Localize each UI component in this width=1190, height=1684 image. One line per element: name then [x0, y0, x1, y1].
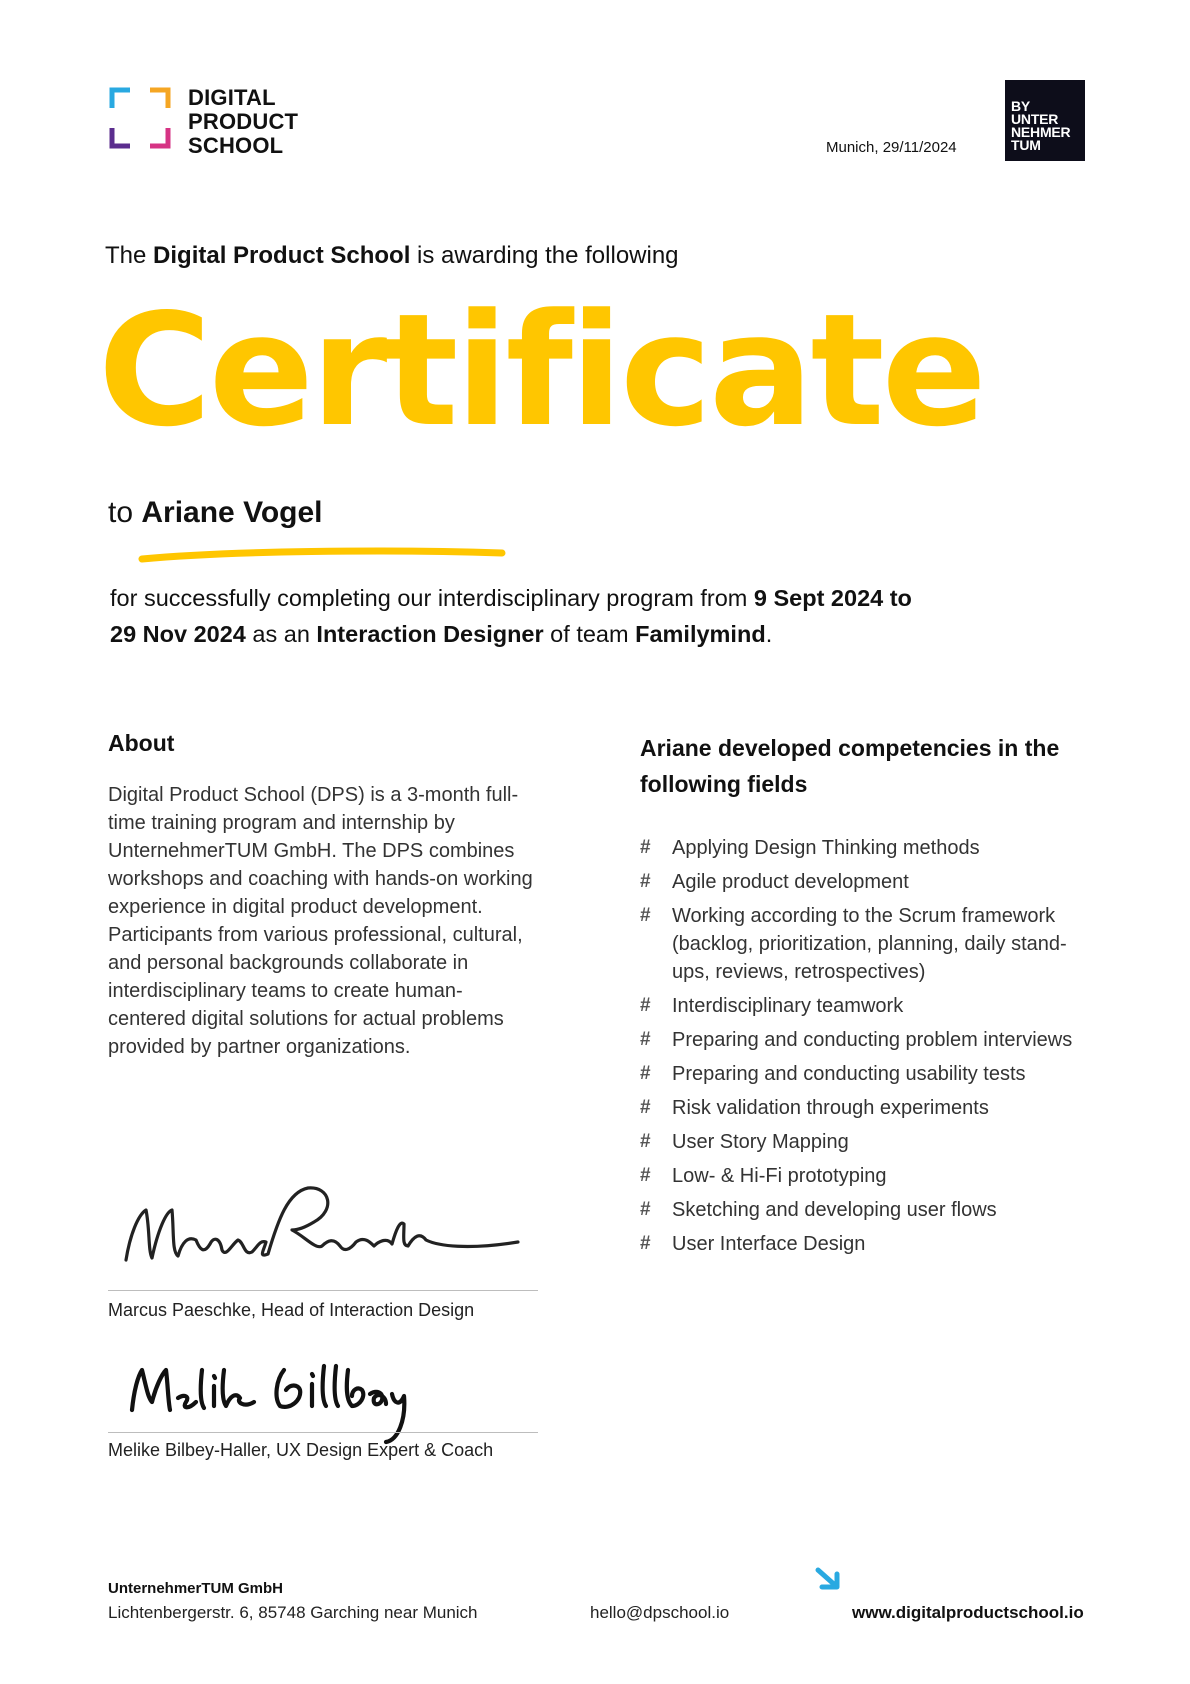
hash-icon: # [640, 871, 651, 892]
recipient-name: Ariane Vogel [141, 496, 323, 529]
footer-company: UnternehmerTUM GmbH [108, 1580, 284, 1597]
hash-icon: # [640, 1029, 651, 1050]
competency-item: # Sketching and developing user flows [640, 1196, 1100, 1224]
competency-item: # Preparing and conducting usability tests [640, 1060, 1100, 1088]
competency-item: # Working according to the Scrum framework (backlog, prioritization, planning, daily stand-ups, reviews, retrospectives) [640, 902, 1100, 986]
hash-icon: # [640, 1097, 651, 1118]
hash-icon: # [640, 1199, 651, 1220]
program-text: of team [543, 621, 636, 647]
logo-line: PRODUCT [188, 109, 299, 134]
program-text: as an [245, 621, 317, 647]
logo-line: DIGITAL [188, 85, 276, 110]
signature-block-2 [108, 1340, 538, 1460]
badge-line: BY [1011, 98, 1031, 114]
unternehmertum-badge [1005, 80, 1085, 161]
hash-icon: # [640, 1063, 651, 1084]
certificate-headline: Certificate [98, 280, 984, 461]
hash-icon: # [640, 1233, 651, 1254]
program-text: . [765, 621, 773, 647]
footer-website[interactable]: www.digitalproductschool.io [852, 1603, 1084, 1622]
competency-item: # Applying Design Thinking methods [640, 834, 1100, 862]
recipient-prefix: to [108, 496, 142, 529]
badge-line: UNTER [1011, 111, 1059, 127]
badge-line: NEHMER [1011, 124, 1071, 140]
arrow-down-right-icon [812, 1564, 846, 1594]
competencies-title: Ariane developed competencies in the following fields [640, 735, 1060, 797]
hash-icon: # [640, 837, 651, 858]
about-title: About [108, 730, 175, 756]
program-start: 9 Sept 2024 to [753, 585, 912, 611]
hash-icon: # [640, 995, 651, 1016]
competency-item: # Low- & Hi-Fi prototyping [640, 1162, 1100, 1190]
intro-prefix: The [105, 242, 154, 269]
footer-address: Lichtenbergerstr. 6, 85748 Garching near Munich [108, 1603, 478, 1622]
issue-date: Munich, 29/11/2024 [826, 139, 957, 156]
underline-swoosh-icon [138, 545, 506, 565]
signature-melike-icon [108, 1340, 538, 1450]
competency-item: # Preparing and conducting problem interviews [640, 1026, 1100, 1054]
dps-logo-mark-icon [108, 86, 172, 150]
signature-caption: Marcus Paeschke, Head of Interaction Design [108, 1300, 475, 1320]
badge-line: TUM [1011, 137, 1041, 153]
program-description [110, 580, 1100, 652]
recipient-line [108, 496, 323, 530]
signature-marcus-icon [108, 1180, 538, 1280]
competency-item: # Interdisciplinary teamwork [640, 992, 1100, 1020]
dps-logo [108, 86, 308, 156]
signature-line [108, 1432, 538, 1433]
program-team: Familymind [635, 621, 766, 647]
footer-email[interactable]: hello@dpschool.io [590, 1603, 730, 1622]
hash-icon: # [640, 905, 651, 926]
program-role: Interaction Designer [316, 621, 544, 647]
competency-item: # Agile product development [640, 868, 1100, 896]
about-body: Digital Product School (DPS) is a 3-month full-time training program and internship by UnternehmerTUM GmbH. The DPS combines workshops and coaching with hands-on working experience in digital product development. Participants from various professional, cultural, and personal backgrounds collaborate in interdisciplinary teams to create human-centered digital solutions for actual problems provided by partner organizations. [108, 784, 533, 1058]
hash-icon: # [640, 1131, 651, 1152]
logo-line: SCHOOL [188, 133, 284, 158]
competency-item: # User Interface Design [640, 1230, 1100, 1258]
signature-caption: Melike Bilbey-Haller, UX Design Expert & Coach [108, 1440, 494, 1460]
intro-line [105, 242, 679, 270]
competency-item: # User Story Mapping [640, 1128, 1100, 1156]
competency-item: # Risk validation through experiments [640, 1094, 1100, 1122]
program-text: for successfully completing our interdisciplinary program from [110, 585, 754, 611]
signature-line [108, 1290, 538, 1291]
program-end: 29 Nov 2024 [110, 621, 246, 647]
signature-block-1 [108, 1180, 538, 1320]
competencies-list [640, 834, 1100, 1264]
intro-suffix: is awarding the following [410, 242, 679, 269]
logo-wordmark [188, 86, 298, 158]
intro-org: Digital Product School [153, 242, 411, 269]
hash-icon: # [640, 1165, 651, 1186]
